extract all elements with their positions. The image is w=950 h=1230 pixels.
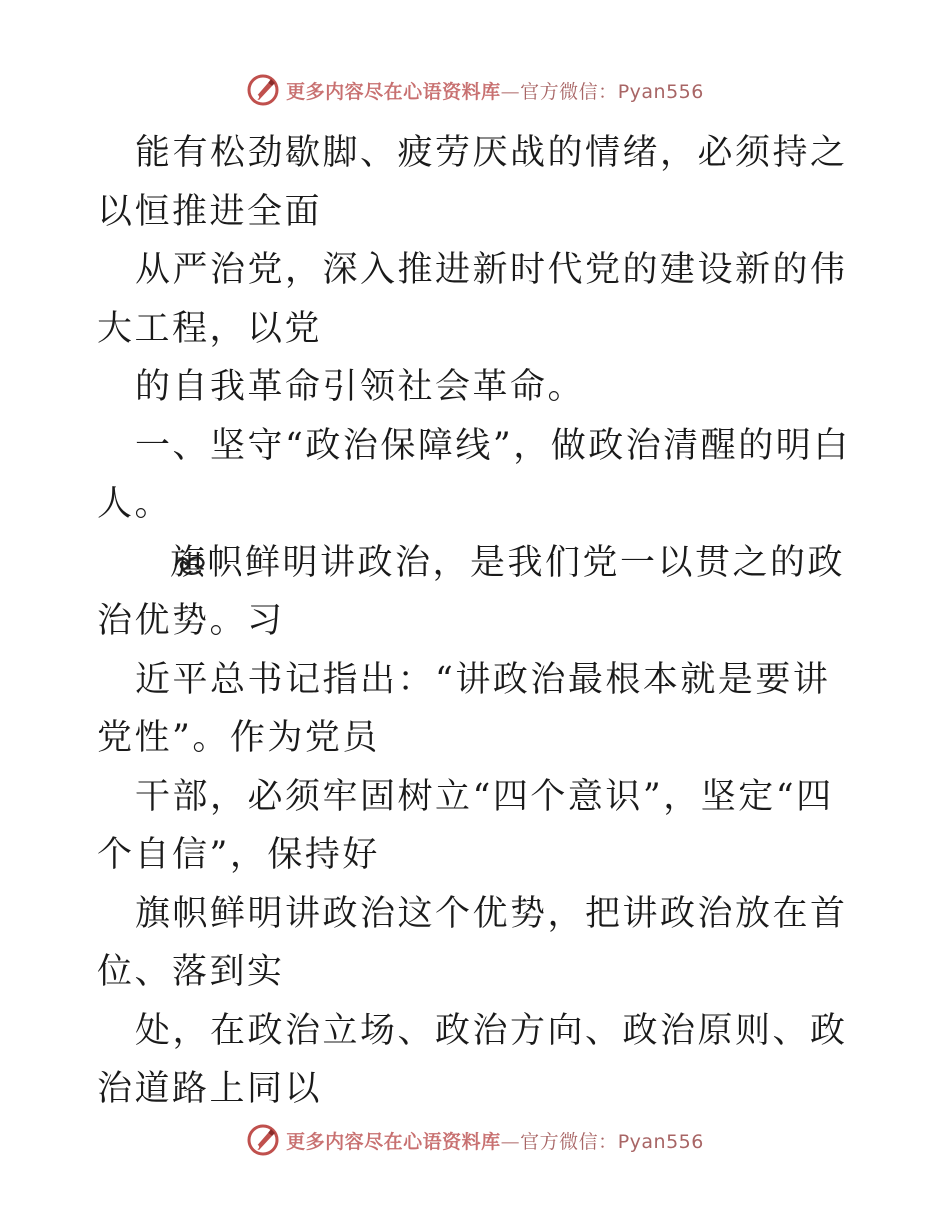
- paragraph: 处，在政治立场、政治方向、政治原则、政治道路上同以: [97, 1010, 848, 1109]
- banner-separator: —: [500, 80, 521, 103]
- paragraph: 从严治党，深入推进新时代党的建设新的伟大工程，以党: [97, 250, 848, 349]
- banner-text: [286, 77, 704, 104]
- banner-wechat-id: Pyan556: [617, 1130, 704, 1153]
- paragraph: 干部，必须牢固树立“四个意识”，坚定“四个自信”，保持好: [97, 776, 834, 875]
- section-heading: 一、坚守“政治保障线”，做政治清醒的明白人。: [97, 425, 851, 524]
- banner-main-text: 更多内容尽在心语资料库: [286, 1130, 501, 1153]
- banner-wechat-label: 官方微信：: [520, 80, 618, 103]
- banner-main-text: 更多内容尽在心语资料库: [286, 80, 501, 103]
- paragraph: 近平总书记指出：“讲政治最根本就是要讲党性”。作为党员: [97, 659, 831, 758]
- header-banner: [0, 70, 950, 110]
- footer-banner: [0, 1120, 950, 1160]
- paragraph: 能有松劲歇脚、疲劳厌战的情绪，必须持之以恒推进全面: [97, 133, 848, 232]
- banner-wechat-label: 官方微信：: [520, 1130, 618, 1153]
- paragraph-with-icon: [97, 534, 857, 651]
- paragraph-text: 旗帜鲜明讲政治，是我们党一以贯之的政治优势。习: [97, 542, 846, 641]
- paragraph: 的自我革命引领社会革命。: [135, 367, 586, 407]
- banner-text: [286, 1127, 704, 1154]
- banner-separator: —: [500, 1130, 521, 1153]
- pen-logo-icon: [246, 73, 280, 107]
- paragraph: 旗帜鲜明讲政治这个优势，把讲政治放在首位、落到实: [97, 893, 848, 992]
- document-body: [97, 124, 857, 1119]
- flourish-icon: [135, 538, 169, 568]
- pen-logo-icon: [246, 1123, 280, 1157]
- banner-wechat-id: Pyan556: [617, 80, 704, 103]
